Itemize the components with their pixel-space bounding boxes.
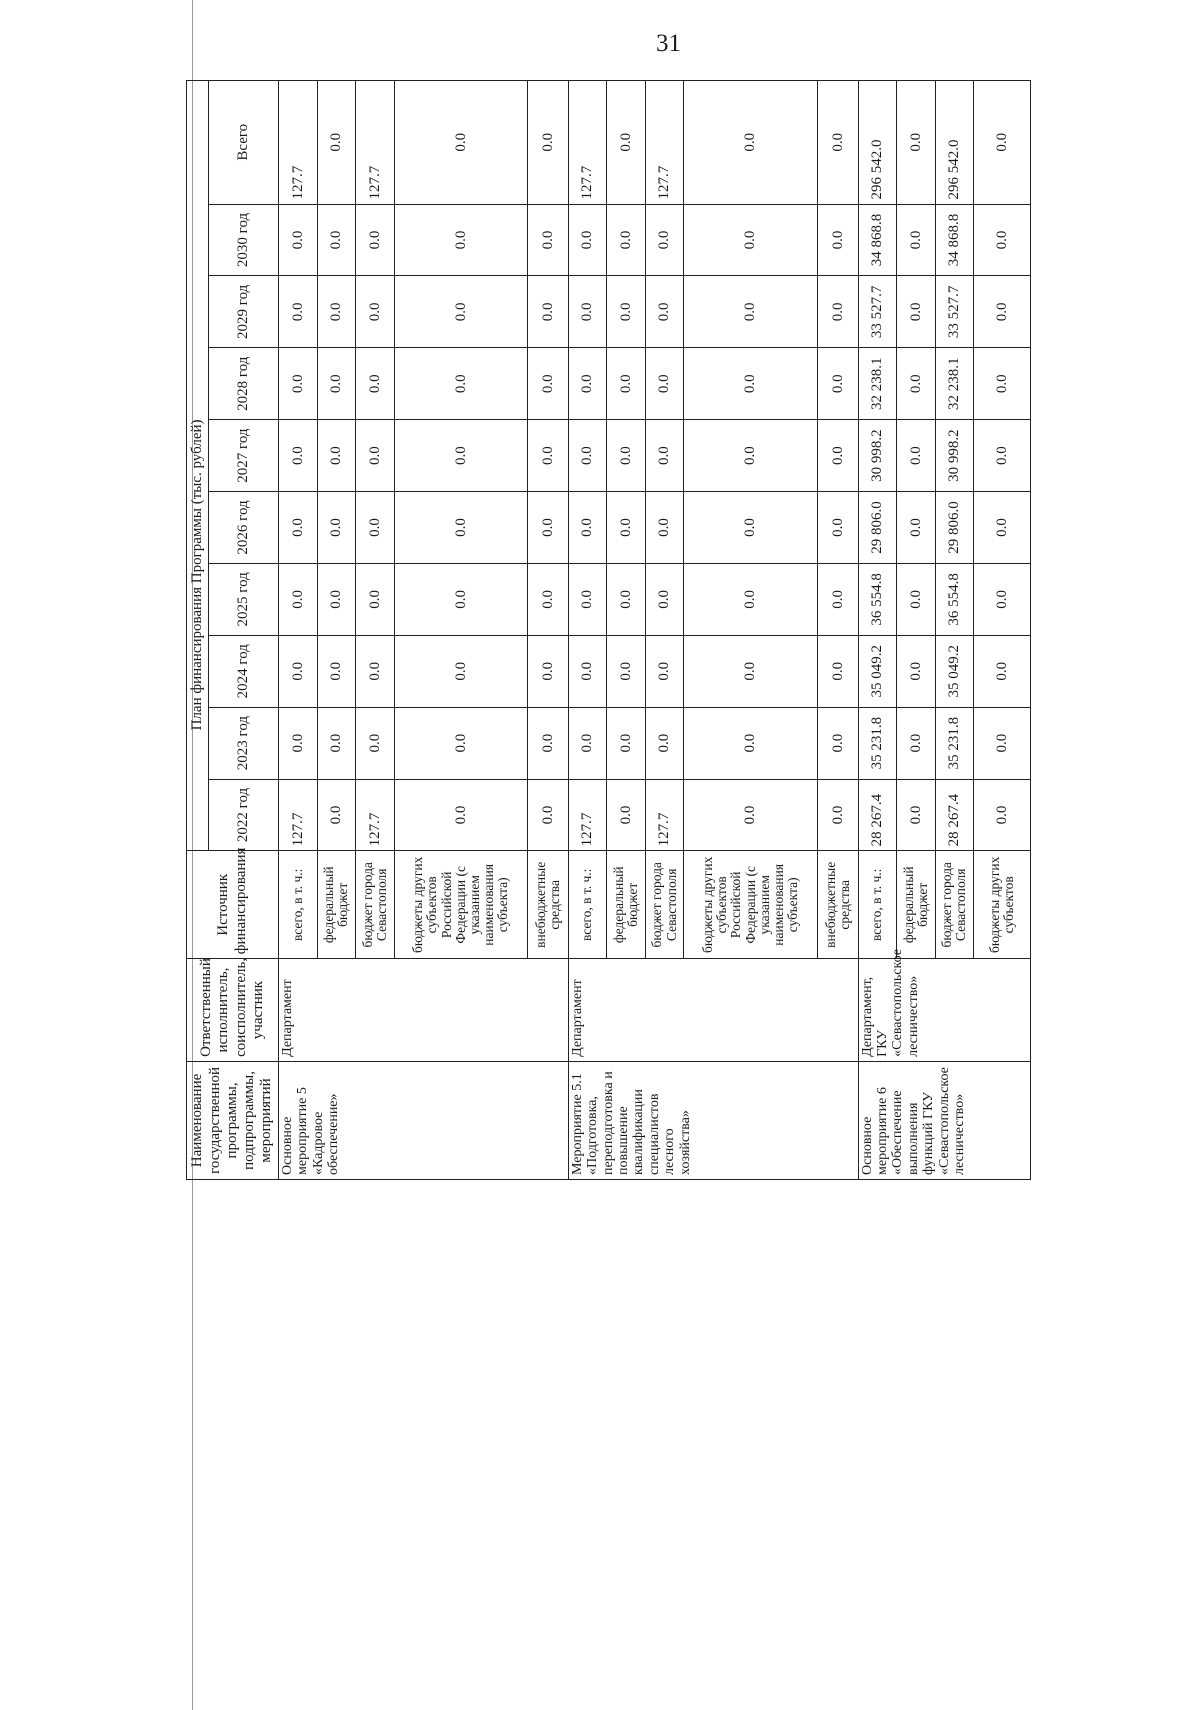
responsible-executor: Департамент xyxy=(568,959,858,1062)
amount-cell: 0.0 xyxy=(279,492,318,564)
amount-cell: 0.0 xyxy=(528,348,569,420)
amount-cell: 33 527.7 xyxy=(858,276,897,348)
amount-cell: 0.0 xyxy=(897,707,936,779)
amount-cell: 0.0 xyxy=(568,204,607,276)
amount-cell: 0.0 xyxy=(528,707,569,779)
header-year: 2025 год xyxy=(209,563,279,635)
measure-name: Мероприятие 5.1 «Подготовка, переподготовка и повышение квалификации специалистов лесного хозяйства» xyxy=(568,1061,858,1179)
amount-cell: 0.0 xyxy=(356,420,395,492)
amount-total-cell: 127.7 xyxy=(356,81,395,205)
funding-source: федеральный бюджет xyxy=(897,851,936,959)
amount-total-cell: 296 542.0 xyxy=(858,81,897,205)
amount-cell: 0.0 xyxy=(897,204,936,276)
amount-cell: 0.0 xyxy=(645,420,684,492)
amount-cell: 0.0 xyxy=(684,635,818,707)
amount-cell: 127.7 xyxy=(568,779,607,851)
header-year: 2030 год xyxy=(209,204,279,276)
amount-cell: 127.7 xyxy=(356,779,395,851)
amount-total-cell: 0.0 xyxy=(684,81,818,205)
amount-cell: 0.0 xyxy=(528,420,569,492)
amount-cell: 127.7 xyxy=(645,779,684,851)
amount-cell: 0.0 xyxy=(974,492,1031,564)
amount-cell: 0.0 xyxy=(317,707,356,779)
rotated-table-container xyxy=(186,80,1031,1180)
amount-cell: 0.0 xyxy=(528,635,569,707)
amount-cell: 35 231.8 xyxy=(935,707,974,779)
responsible-executor: Департамент, ГКУ «Севастопольское лесничество» xyxy=(858,959,1030,1062)
amount-cell: 0.0 xyxy=(394,563,528,635)
amount-cell: 0.0 xyxy=(394,635,528,707)
amount-cell: 0.0 xyxy=(568,563,607,635)
amount-cell: 0.0 xyxy=(684,492,818,564)
amount-cell: 0.0 xyxy=(974,707,1031,779)
amount-cell: 0.0 xyxy=(394,492,528,564)
amount-total-cell: 127.7 xyxy=(279,81,318,205)
funding-source: бюджеты других субъектов xyxy=(974,851,1031,959)
funding-source: бюджет города Севастополя xyxy=(935,851,974,959)
amount-cell: 0.0 xyxy=(974,204,1031,276)
amount-total-cell: 0.0 xyxy=(974,81,1031,205)
amount-cell: 0.0 xyxy=(974,276,1031,348)
funding-source: внебюджетные средства xyxy=(818,851,859,959)
amount-cell: 34 868.8 xyxy=(858,204,897,276)
amount-cell: 0.0 xyxy=(684,563,818,635)
amount-cell: 0.0 xyxy=(897,779,936,851)
amount-cell: 0.0 xyxy=(974,420,1031,492)
table-body xyxy=(279,81,1031,1180)
amount-cell: 0.0 xyxy=(394,420,528,492)
funding-source: бюджеты других субъектов Российской Федерации (с указанием наименования субъекта) xyxy=(684,851,818,959)
amount-cell: 0.0 xyxy=(317,276,356,348)
amount-cell: 30 998.2 xyxy=(858,420,897,492)
financing-table xyxy=(186,80,1031,1180)
amount-total-cell: 0.0 xyxy=(818,81,859,205)
amount-cell: 0.0 xyxy=(528,492,569,564)
amount-cell: 0.0 xyxy=(568,635,607,707)
amount-total-cell: 127.7 xyxy=(645,81,684,205)
amount-cell: 0.0 xyxy=(279,204,318,276)
amount-cell: 0.0 xyxy=(607,563,646,635)
amount-cell: 0.0 xyxy=(607,204,646,276)
amount-cell: 0.0 xyxy=(568,276,607,348)
amount-cell: 0.0 xyxy=(897,348,936,420)
amount-cell: 0.0 xyxy=(394,707,528,779)
header-responsible: Ответственный исполнитель, соисполнитель, участник xyxy=(187,959,279,1062)
amount-total-cell: 0.0 xyxy=(897,81,936,205)
header-year: 2024 год xyxy=(209,635,279,707)
amount-total-cell: 0.0 xyxy=(317,81,356,205)
funding-source: федеральный бюджет xyxy=(317,851,356,959)
funding-source: бюджет города Севастополя xyxy=(356,851,395,959)
amount-cell: 0.0 xyxy=(645,492,684,564)
amount-cell: 0.0 xyxy=(317,348,356,420)
amount-cell: 0.0 xyxy=(818,276,859,348)
header-year: 2022 год xyxy=(209,779,279,851)
amount-cell: 0.0 xyxy=(818,204,859,276)
amount-cell: 32 238.1 xyxy=(935,348,974,420)
amount-total-cell: 0.0 xyxy=(528,81,569,205)
amount-cell: 0.0 xyxy=(645,348,684,420)
table-row xyxy=(858,81,897,1180)
amount-cell: 0.0 xyxy=(897,563,936,635)
funding-source: всего, в т. ч.: xyxy=(858,851,897,959)
funding-source: бюджеты других субъектов Российской Федерации (с указанием наименования субъекта) xyxy=(394,851,528,959)
amount-cell: 0.0 xyxy=(279,707,318,779)
amount-cell: 0.0 xyxy=(818,348,859,420)
amount-cell: 0.0 xyxy=(394,204,528,276)
amount-total-cell: 296 542.0 xyxy=(935,81,974,205)
funding-source: внебюджетные средства xyxy=(528,851,569,959)
amount-cell: 0.0 xyxy=(568,492,607,564)
amount-cell: 34 868.8 xyxy=(935,204,974,276)
amount-cell: 0.0 xyxy=(974,348,1031,420)
amount-cell: 0.0 xyxy=(645,276,684,348)
measure-name: Основное мероприятие 5 «Кадровое обеспечение» xyxy=(279,1061,569,1179)
amount-cell: 0.0 xyxy=(317,204,356,276)
header-year: 2029 год xyxy=(209,276,279,348)
amount-cell: 0.0 xyxy=(568,420,607,492)
amount-cell: 36 554.8 xyxy=(858,563,897,635)
amount-cell: 0.0 xyxy=(684,707,818,779)
amount-cell: 29 806.0 xyxy=(935,492,974,564)
amount-cell: 0.0 xyxy=(279,635,318,707)
amount-cell: 0.0 xyxy=(974,779,1031,851)
amount-total-cell: 127.7 xyxy=(568,81,607,205)
amount-cell: 0.0 xyxy=(684,420,818,492)
table-row xyxy=(279,81,318,1180)
amount-cell: 35 231.8 xyxy=(858,707,897,779)
amount-cell: 0.0 xyxy=(818,420,859,492)
amount-cell: 0.0 xyxy=(279,563,318,635)
header-plan: План финансирования Программы (тыс. рублей) xyxy=(187,81,209,851)
amount-cell: 0.0 xyxy=(394,276,528,348)
amount-cell: 0.0 xyxy=(356,276,395,348)
amount-cell: 0.0 xyxy=(317,563,356,635)
amount-cell: 0.0 xyxy=(645,635,684,707)
amount-cell: 0.0 xyxy=(607,635,646,707)
amount-cell: 0.0 xyxy=(279,276,318,348)
amount-cell: 0.0 xyxy=(528,204,569,276)
amount-cell: 0.0 xyxy=(684,348,818,420)
measure-name: Основное мероприятие 6 «Обеспечение выполнения функций ГКУ «Севастопольское лесничество» xyxy=(858,1061,1030,1179)
amount-cell: 33 527.7 xyxy=(935,276,974,348)
amount-cell: 0.0 xyxy=(818,635,859,707)
amount-cell: 0.0 xyxy=(528,563,569,635)
amount-cell: 0.0 xyxy=(317,779,356,851)
amount-cell: 0.0 xyxy=(897,276,936,348)
table-row xyxy=(568,81,607,1180)
amount-cell: 0.0 xyxy=(528,276,569,348)
amount-cell: 0.0 xyxy=(568,707,607,779)
amount-cell: 36 554.8 xyxy=(935,563,974,635)
amount-cell: 0.0 xyxy=(645,563,684,635)
amount-cell: 0.0 xyxy=(528,779,569,851)
amount-cell: 35 049.2 xyxy=(935,635,974,707)
amount-cell: 0.0 xyxy=(974,635,1031,707)
header-total: Всего xyxy=(209,81,279,205)
amount-cell: 0.0 xyxy=(356,348,395,420)
header-source: Источник финансирования xyxy=(187,851,279,959)
amount-cell: 0.0 xyxy=(356,492,395,564)
responsible-executor: Департамент xyxy=(279,959,569,1062)
header-year: 2027 год xyxy=(209,420,279,492)
amount-cell: 0.0 xyxy=(607,276,646,348)
amount-cell: 32 238.1 xyxy=(858,348,897,420)
amount-cell: 0.0 xyxy=(356,707,395,779)
amount-cell: 0.0 xyxy=(684,276,818,348)
amount-cell: 0.0 xyxy=(974,563,1031,635)
amount-cell: 0.0 xyxy=(356,563,395,635)
amount-cell: 0.0 xyxy=(818,492,859,564)
amount-cell: 0.0 xyxy=(568,348,607,420)
amount-cell: 127.7 xyxy=(279,779,318,851)
amount-total-cell: 0.0 xyxy=(394,81,528,205)
amount-cell: 0.0 xyxy=(607,348,646,420)
amount-cell: 0.0 xyxy=(317,420,356,492)
amount-cell: 35 049.2 xyxy=(858,635,897,707)
amount-cell: 0.0 xyxy=(607,492,646,564)
amount-cell: 0.0 xyxy=(645,204,684,276)
amount-cell: 0.0 xyxy=(897,420,936,492)
page-number: 31 xyxy=(656,30,681,57)
amount-cell: 0.0 xyxy=(897,492,936,564)
amount-cell: 0.0 xyxy=(356,635,395,707)
funding-source: бюджет города Севастополя xyxy=(645,851,684,959)
amount-cell: 0.0 xyxy=(607,779,646,851)
amount-cell: 0.0 xyxy=(394,348,528,420)
amount-cell: 0.0 xyxy=(897,635,936,707)
amount-total-cell: 0.0 xyxy=(607,81,646,205)
header-year: 2028 год xyxy=(209,348,279,420)
funding-source: федеральный бюджет xyxy=(607,851,646,959)
amount-cell: 0.0 xyxy=(607,420,646,492)
amount-cell: 0.0 xyxy=(356,204,395,276)
amount-cell: 29 806.0 xyxy=(858,492,897,564)
amount-cell: 0.0 xyxy=(317,635,356,707)
amount-cell: 0.0 xyxy=(818,563,859,635)
header-year: 2026 год xyxy=(209,492,279,564)
funding-source: всего, в т. ч.: xyxy=(279,851,318,959)
header-year: 2023 год xyxy=(209,707,279,779)
amount-cell: 28 267.4 xyxy=(858,779,897,851)
amount-cell: 0.0 xyxy=(607,707,646,779)
amount-cell: 0.0 xyxy=(279,348,318,420)
amount-cell: 0.0 xyxy=(684,779,818,851)
amount-cell: 0.0 xyxy=(279,420,318,492)
amount-cell: 0.0 xyxy=(317,492,356,564)
amount-cell: 28 267.4 xyxy=(935,779,974,851)
amount-cell: 30 998.2 xyxy=(935,420,974,492)
funding-source: всего, в т. ч.: xyxy=(568,851,607,959)
amount-cell: 0.0 xyxy=(818,779,859,851)
amount-cell: 0.0 xyxy=(394,779,528,851)
amount-cell: 0.0 xyxy=(818,707,859,779)
header-name: Наименование государственной программы, подпрограммы, мероприятий xyxy=(187,1061,279,1179)
amount-cell: 0.0 xyxy=(684,204,818,276)
amount-cell: 0.0 xyxy=(645,707,684,779)
